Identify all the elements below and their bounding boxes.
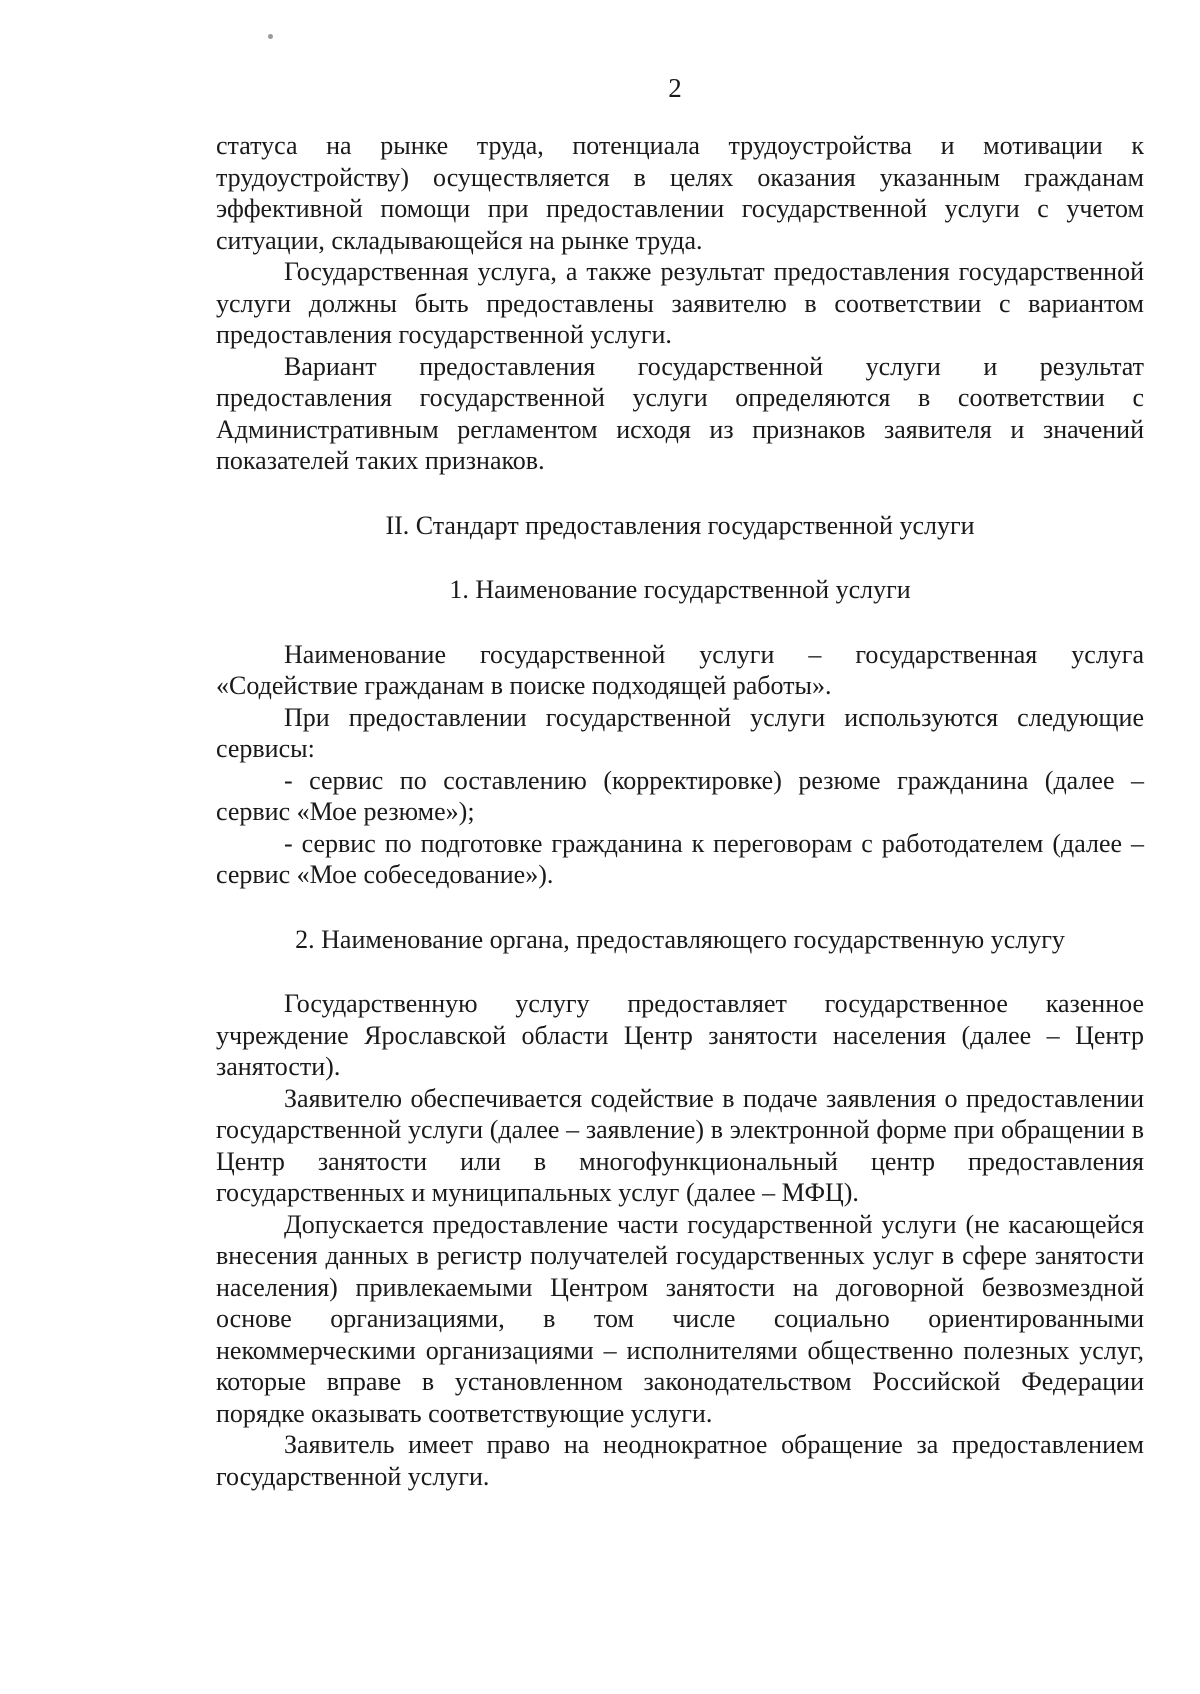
subsection-1-list-item-resume: - сервис по составлению (корректировке) резюме гражданина (далее – сервис «Мое резюме»); [216, 765, 1144, 826]
intro-paragraph: статуса на рынке труда, потенциала трудоустройства и мотивации к трудоустройству) осуществляется в целях оказания указанным гражданам эффективной помощи при предоставлении государственной услуги с учетом ситуации, складывающейся на рынке труда. [216, 131, 1144, 255]
subsection-2-paragraph-application: Заявителю обеспечивается содействие в подаче заявления о предоставлении государственной услуги (далее – заявление) в электронной форме при обращении в Центр занятости или в многофункциональный центр предоставления государственных и муниципальных услуг (далее – МФЦ). [216, 1083, 1144, 1207]
subsection-2-paragraph-provider: Государственную услугу предоставляет государственное казенное учреждение Ярославской области Центр занятости населения (далее – Центр занятости). [216, 989, 1144, 1081]
paragraph-service-variant: Вариант предоставления государственной услуги и результат предоставления государственной услуги определяются в соответствии с Административным регламентом исходя из признаков заявителя и значений показателей таких признаков. [216, 351, 1144, 475]
subsection-1-paragraph-name: Наименование государственной услуги – государственная услуга «Содействие гражданам в поиске подходящей работы». [216, 639, 1144, 700]
subsection-2-paragraph-partial: Допускается предоставление части государственной услуги (не касающейся внесения данных в регистр получателей государственных услуг в сфере занятости населения) привлекаемыми Центром занятости на договорной безвозмездной основе организациями, в том числе социально ориентированными некоммерческими организациями – исполнителями общественно полезных услуг, которые вправе в установленном законодательством Российской Федерации порядке оказывать соответствующие услуги. [216, 1209, 1144, 1428]
subsection-1-paragraph-services: При предоставлении государственной услуги используются следующие сервисы: [216, 702, 1144, 763]
subsection-2-paragraph-repeat: Заявитель имеет право на неоднократное обращение за предоставлением государственной услуги. [216, 1430, 1144, 1491]
subsection-1-heading: 1. Наименование государственной услуги [449, 575, 911, 604]
subsection-1-list-item-interview: - сервис по подготовке гражданина к переговорам с работодателем (далее – сервис «Мое собеседование»). [216, 828, 1144, 889]
subsection-2-heading: 2. Наименование органа, предоставляющего государственную услугу [295, 924, 1065, 954]
page-number: 2 [668, 73, 682, 103]
scan-speck [268, 34, 273, 39]
document-body [216, 130, 1144, 1492]
paragraph-service-result: Государственная услуга, а также результат предоставления государственной услуги должны быть предоставлены заявителю в соответствии с вариантом предоставления государственной услуги. [216, 257, 1144, 349]
section-heading: II. Стандарт предоставления государственной услуги [385, 510, 975, 540]
